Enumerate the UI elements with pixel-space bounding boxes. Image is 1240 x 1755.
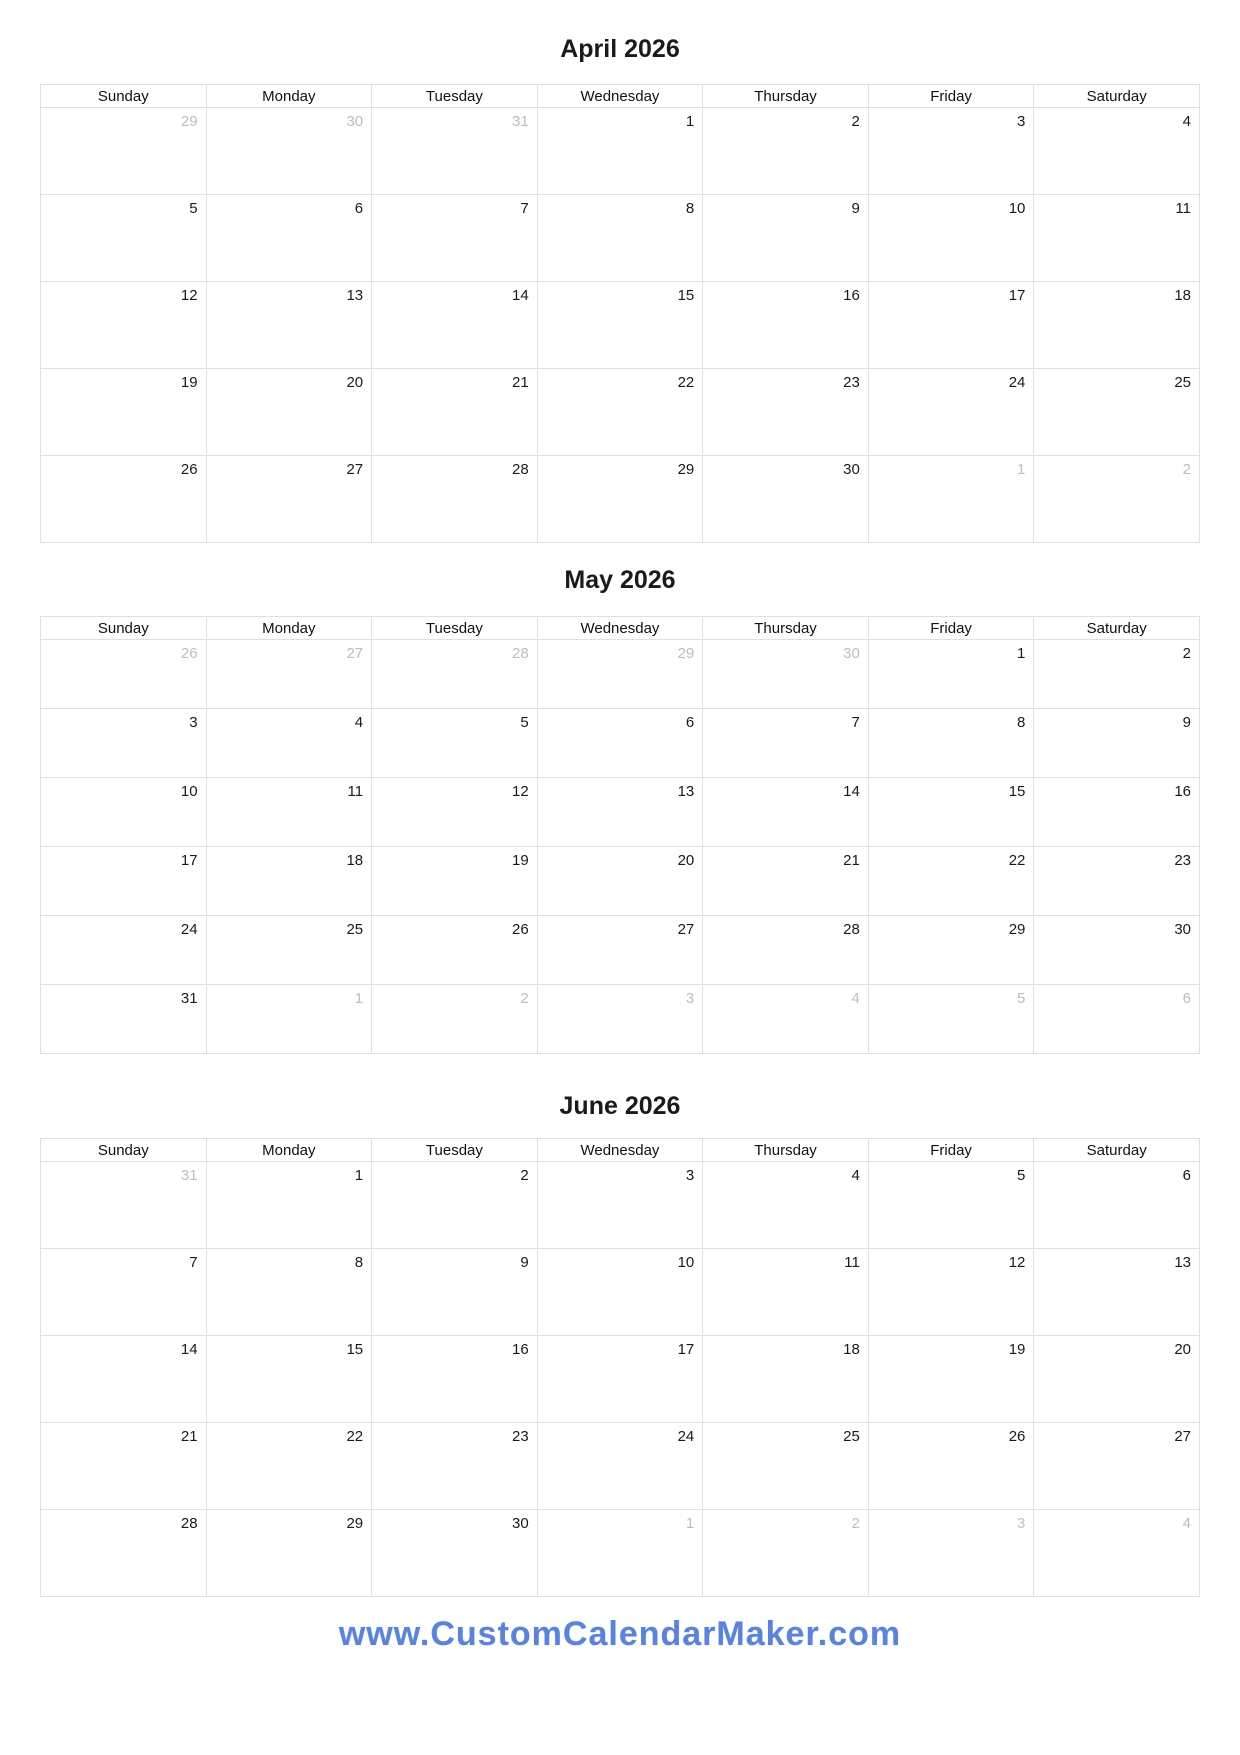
day-number: 24: [677, 1428, 695, 1445]
weekday-header: Friday: [868, 85, 1034, 108]
week-row: [41, 1423, 1200, 1510]
week-row: [41, 640, 1200, 709]
day-number: 1: [685, 1515, 695, 1532]
day-number: 24: [1008, 374, 1026, 391]
adjacent-month-day-cell: [537, 985, 703, 1054]
day-cell: [41, 847, 207, 916]
day-number: 2: [520, 990, 529, 1007]
day-number: 2: [520, 1167, 529, 1184]
adjacent-month-day-cell: [206, 640, 372, 709]
weekday-header: Thursday: [703, 617, 869, 640]
day-cell: [1034, 1162, 1200, 1249]
day-number: 30: [843, 645, 860, 662]
weekday-header: Sunday: [41, 85, 207, 108]
day-cell: [206, 709, 372, 778]
week-row: [41, 282, 1200, 369]
day-number: 31: [180, 990, 198, 1007]
day-number: 1: [1017, 461, 1026, 478]
adjacent-month-day-cell: [206, 985, 372, 1054]
day-cell: [372, 1423, 538, 1510]
adjacent-month-day-cell: [372, 108, 538, 195]
day-number: 27: [346, 645, 364, 662]
day-number: 23: [843, 374, 860, 391]
weekday-header: Thursday: [703, 85, 869, 108]
day-cell: [1034, 916, 1200, 985]
adjacent-month-day-cell: [537, 1510, 703, 1597]
day-number: 22: [346, 1428, 364, 1445]
day-cell: [372, 916, 538, 985]
day-number: 5: [520, 714, 529, 731]
day-cell: [206, 282, 372, 369]
day-number: 5: [1017, 990, 1026, 1007]
day-cell: [1034, 778, 1200, 847]
weekday-header: Wednesday: [537, 1139, 703, 1162]
month-section: [0, 0, 1240, 543]
day-cell: [703, 108, 869, 195]
day-cell: [1034, 1423, 1200, 1510]
day-cell: [868, 1249, 1034, 1336]
day-cell: [41, 916, 207, 985]
day-cell: [1034, 847, 1200, 916]
day-cell: [537, 1423, 703, 1510]
week-row: [41, 1510, 1200, 1597]
weekday-header: Saturday: [1034, 1139, 1200, 1162]
day-cell: [868, 847, 1034, 916]
day-cell: [206, 369, 372, 456]
day-cell: [1034, 195, 1200, 282]
day-cell: [537, 108, 703, 195]
day-cell: [41, 282, 207, 369]
week-row: [41, 108, 1200, 195]
adjacent-month-day-cell: [1034, 1510, 1200, 1597]
day-number: 19: [512, 852, 529, 869]
day-cell: [41, 1423, 207, 1510]
day-cell: [537, 1249, 703, 1336]
day-cell: [868, 195, 1034, 282]
day-cell: [41, 985, 207, 1054]
day-cell: [206, 1423, 372, 1510]
day-number: 13: [1174, 1254, 1191, 1271]
day-number: 20: [1174, 1341, 1191, 1358]
adjacent-month-day-cell: [372, 640, 538, 709]
weekday-header: Tuesday: [372, 85, 538, 108]
day-number: 22: [677, 374, 695, 391]
adjacent-month-day-cell: [537, 640, 703, 709]
weekday-header: Saturday: [1034, 617, 1200, 640]
day-number: 26: [512, 921, 529, 938]
day-cell: [868, 108, 1034, 195]
day-cell: [537, 847, 703, 916]
day-cell: [372, 1510, 538, 1597]
week-row: [41, 1249, 1200, 1336]
day-number: 1: [1017, 645, 1026, 662]
week-row: [41, 369, 1200, 456]
weekday-header: Monday: [206, 85, 372, 108]
day-number: 27: [1174, 1428, 1191, 1445]
day-cell: [372, 282, 538, 369]
day-cell: [537, 1336, 703, 1423]
day-number: 29: [346, 1515, 364, 1532]
day-number: 22: [1008, 852, 1026, 869]
weekday-header-row: [41, 617, 1200, 640]
day-number: 13: [346, 287, 364, 304]
day-cell: [1034, 640, 1200, 709]
day-number: 1: [354, 1167, 364, 1184]
day-cell: [41, 1510, 207, 1597]
weekday-header: Thursday: [703, 1139, 869, 1162]
day-number: 18: [843, 1341, 860, 1358]
day-cell: [537, 709, 703, 778]
day-cell: [372, 709, 538, 778]
day-number: 10: [1008, 200, 1026, 217]
day-cell: [703, 1336, 869, 1423]
weekday-header: Sunday: [41, 617, 207, 640]
day-cell: [1034, 1249, 1200, 1336]
day-number: 5: [189, 200, 198, 217]
day-number: 30: [843, 461, 860, 478]
day-number: 28: [512, 645, 529, 662]
day-number: 21: [180, 1428, 198, 1445]
week-row: [41, 195, 1200, 282]
month-title: June 2026: [559, 1092, 681, 1120]
day-cell: [868, 369, 1034, 456]
day-number: 21: [843, 852, 860, 869]
day-number: 6: [1182, 1167, 1191, 1184]
day-number: 29: [677, 461, 695, 478]
day-number: 17: [180, 852, 198, 869]
day-number: 2: [851, 113, 860, 130]
day-cell: [206, 195, 372, 282]
day-number: 4: [1182, 1515, 1191, 1532]
calendar-table: [40, 84, 1200, 543]
day-cell: [703, 709, 869, 778]
day-cell: [206, 778, 372, 847]
day-cell: [372, 195, 538, 282]
weekday-header: Tuesday: [372, 1139, 538, 1162]
day-number: 9: [851, 200, 860, 217]
day-cell: [703, 1162, 869, 1249]
day-number: 20: [677, 852, 695, 869]
adjacent-month-day-cell: [703, 985, 869, 1054]
day-number: 21: [512, 374, 529, 391]
weekday-header: Tuesday: [372, 617, 538, 640]
day-cell: [372, 1336, 538, 1423]
day-number: 30: [346, 113, 364, 130]
adjacent-month-day-cell: [703, 640, 869, 709]
day-cell: [537, 456, 703, 543]
weekday-header: Saturday: [1034, 85, 1200, 108]
day-cell: [206, 1162, 372, 1249]
day-number: 4: [354, 714, 364, 731]
day-number: 7: [520, 200, 529, 217]
day-number: 29: [677, 645, 695, 662]
day-cell: [41, 456, 207, 543]
day-cell: [703, 916, 869, 985]
day-cell: [868, 1336, 1034, 1423]
month-title: April 2026: [560, 35, 680, 63]
adjacent-month-day-cell: [206, 108, 372, 195]
day-cell: [41, 369, 207, 456]
day-cell: [1034, 1336, 1200, 1423]
adjacent-month-day-cell: [41, 640, 207, 709]
day-cell: [868, 282, 1034, 369]
day-number: 17: [677, 1341, 695, 1358]
day-number: 26: [1008, 1428, 1026, 1445]
day-number: 7: [851, 714, 860, 731]
day-number: 16: [843, 287, 860, 304]
day-cell: [703, 195, 869, 282]
day-cell: [703, 456, 869, 543]
weekday-header-row: [41, 85, 1200, 108]
day-number: 29: [180, 113, 198, 130]
day-cell: [372, 1162, 538, 1249]
site-footer: [0, 1615, 1240, 1654]
day-number: 3: [685, 990, 695, 1007]
day-number: 15: [1008, 783, 1026, 800]
day-cell: [1034, 369, 1200, 456]
day-number: 15: [677, 287, 695, 304]
day-number: 15: [346, 1341, 364, 1358]
day-number: 3: [685, 1167, 695, 1184]
day-number: 10: [180, 783, 198, 800]
adjacent-month-day-cell: [41, 1162, 207, 1249]
weekday-header: Monday: [206, 617, 372, 640]
day-cell: [41, 709, 207, 778]
day-cell: [206, 916, 372, 985]
calendar-table: [40, 616, 1200, 1054]
adjacent-month-day-cell: [41, 108, 207, 195]
weekday-header: Friday: [868, 617, 1034, 640]
day-number: 2: [1182, 645, 1191, 662]
day-cell: [868, 778, 1034, 847]
day-number: 8: [354, 1254, 364, 1271]
day-number: 27: [346, 461, 364, 478]
day-cell: [206, 847, 372, 916]
day-cell: [372, 456, 538, 543]
week-row: [41, 847, 1200, 916]
day-cell: [703, 369, 869, 456]
week-row: [41, 1336, 1200, 1423]
day-number: 28: [512, 461, 529, 478]
day-number: 12: [1008, 1254, 1026, 1271]
weekday-header-row: [41, 1139, 1200, 1162]
day-number: 12: [180, 287, 198, 304]
day-number: 14: [843, 783, 860, 800]
day-cell: [703, 847, 869, 916]
day-number: 14: [512, 287, 529, 304]
day-number: 3: [1017, 113, 1026, 130]
day-cell: [537, 282, 703, 369]
day-number: 19: [180, 374, 198, 391]
day-cell: [537, 1162, 703, 1249]
weekday-header: Sunday: [41, 1139, 207, 1162]
day-number: 24: [180, 921, 198, 938]
day-number: 19: [1008, 1341, 1026, 1358]
day-number: 25: [1174, 374, 1191, 391]
day-number: 30: [1174, 921, 1191, 938]
day-number: 31: [180, 1167, 198, 1184]
day-number: 8: [1017, 714, 1026, 731]
day-number: 6: [685, 714, 695, 731]
adjacent-month-day-cell: [868, 985, 1034, 1054]
day-cell: [41, 195, 207, 282]
day-cell: [703, 1249, 869, 1336]
day-number: 11: [347, 783, 364, 800]
day-number: 4: [851, 990, 860, 1007]
day-cell: [1034, 108, 1200, 195]
day-number: 25: [346, 921, 364, 938]
day-cell: [868, 709, 1034, 778]
adjacent-month-day-cell: [1034, 456, 1200, 543]
day-cell: [537, 778, 703, 847]
calendar-table: [40, 1138, 1200, 1597]
day-cell: [41, 1249, 207, 1336]
adjacent-month-day-cell: [703, 1510, 869, 1597]
day-cell: [537, 916, 703, 985]
adjacent-month-day-cell: [868, 1510, 1034, 1597]
day-number: 13: [677, 783, 695, 800]
day-number: 7: [189, 1254, 198, 1271]
day-number: 1: [685, 113, 695, 130]
day-number: 20: [346, 374, 364, 391]
day-number: 6: [1182, 990, 1191, 1007]
day-cell: [1034, 282, 1200, 369]
day-number: 29: [1008, 921, 1026, 938]
day-cell: [537, 369, 703, 456]
month-section: [0, 543, 1240, 1054]
day-cell: [868, 916, 1034, 985]
day-number: 3: [1017, 1515, 1026, 1532]
day-number: 3: [189, 714, 198, 731]
weekday-header: Wednesday: [537, 85, 703, 108]
week-row: [41, 916, 1200, 985]
day-cell: [372, 778, 538, 847]
day-cell: [372, 369, 538, 456]
day-number: 12: [512, 783, 529, 800]
day-number: 18: [1174, 287, 1191, 304]
month-title: May 2026: [564, 566, 676, 594]
day-number: 28: [180, 1515, 198, 1532]
day-cell: [537, 195, 703, 282]
day-number: 11: [844, 1254, 860, 1271]
day-cell: [868, 1423, 1034, 1510]
day-number: 31: [512, 113, 529, 130]
day-number: 8: [685, 200, 695, 217]
day-cell: [41, 778, 207, 847]
day-cell: [868, 1162, 1034, 1249]
day-cell: [206, 1336, 372, 1423]
month-section: [0, 1054, 1240, 1597]
day-cell: [372, 1249, 538, 1336]
adjacent-month-day-cell: [1034, 985, 1200, 1054]
day-cell: [206, 456, 372, 543]
day-number: 9: [1182, 714, 1191, 731]
day-cell: [372, 847, 538, 916]
day-number: 26: [180, 461, 198, 478]
day-number: 30: [512, 1515, 529, 1532]
day-number: 2: [851, 1515, 860, 1532]
day-number: 11: [1175, 200, 1191, 217]
weekday-header: Friday: [868, 1139, 1034, 1162]
day-cell: [206, 1249, 372, 1336]
day-number: 10: [677, 1254, 695, 1271]
day-number: 16: [1174, 783, 1191, 800]
day-cell: [703, 1423, 869, 1510]
day-number: 23: [1174, 852, 1191, 869]
day-number: 26: [180, 645, 198, 662]
day-number: 6: [354, 200, 364, 217]
day-number: 25: [843, 1428, 860, 1445]
day-number: 28: [843, 921, 860, 938]
day-cell: [703, 282, 869, 369]
weekday-header: Wednesday: [537, 617, 703, 640]
watermark-site-link[interactable]: www.CustomCalendarMaker.com: [338, 1615, 902, 1653]
day-number: 14: [180, 1341, 198, 1358]
week-row: [41, 709, 1200, 778]
weekday-header: Monday: [206, 1139, 372, 1162]
day-number: 23: [512, 1428, 529, 1445]
week-row: [41, 1162, 1200, 1249]
week-row: [41, 778, 1200, 847]
day-cell: [703, 778, 869, 847]
day-number: 4: [851, 1167, 860, 1184]
day-number: 17: [1008, 287, 1026, 304]
day-cell: [1034, 709, 1200, 778]
day-number: 1: [354, 990, 364, 1007]
day-cell: [868, 640, 1034, 709]
day-number: 18: [346, 852, 364, 869]
day-number: 4: [1182, 113, 1191, 130]
day-number: 27: [677, 921, 695, 938]
week-row: [41, 985, 1200, 1054]
day-number: 16: [512, 1341, 529, 1358]
day-cell: [206, 1510, 372, 1597]
day-number: 2: [1182, 461, 1191, 478]
week-row: [41, 456, 1200, 543]
day-number: 5: [1017, 1167, 1026, 1184]
day-number: 9: [520, 1254, 529, 1271]
adjacent-month-day-cell: [372, 985, 538, 1054]
day-cell: [41, 1336, 207, 1423]
adjacent-month-day-cell: [868, 456, 1034, 543]
